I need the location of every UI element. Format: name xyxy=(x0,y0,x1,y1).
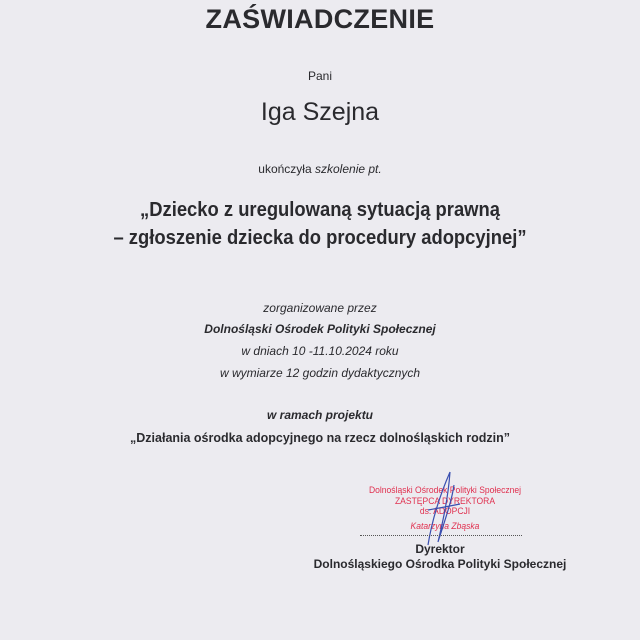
organized-by-label: zorganizowane przez xyxy=(263,301,377,315)
organizer: Dolnośląski Ośrodek Polityki Społecznej xyxy=(204,322,436,336)
stamp-department: ds. ADOPCJI xyxy=(419,506,471,517)
handwritten-signature xyxy=(420,470,470,550)
stamp-position: ZASTĘPCA DYREKTORA xyxy=(394,496,496,507)
signatory-role: Dyrektor xyxy=(415,542,465,556)
training-title-line2: – zgłoszenie dziecka do procedury adopcyjnej” xyxy=(113,227,527,249)
training-title-line1: „Dziecko z uregulowaną sytuacją prawną xyxy=(140,199,500,221)
training-label: szkolenie pt. xyxy=(315,162,382,176)
stamp-institution: Dolnośląski Ośrodek Polityki Społecznej xyxy=(368,485,522,496)
project-name: „Działania ośrodka adopcyjnego na rzecz dolnośląskich rodzin” xyxy=(130,431,510,445)
training-hours: w wymiarze 12 godzin dydaktycznych xyxy=(219,366,421,380)
signature-line xyxy=(360,535,522,536)
signatory-institution: Dolnośląskiego Ośrodka Polityki Społecznej xyxy=(313,557,567,571)
training-dates: w dniach 10 -11.10.2024 roku xyxy=(241,344,399,358)
project-label: w ramach projektu xyxy=(266,408,374,422)
salutation: Pani xyxy=(307,69,333,83)
completed-word: ukończyła xyxy=(258,162,312,176)
completion-text xyxy=(0,162,640,176)
document-title: ZAŚWIADCZENIE xyxy=(205,4,435,34)
recipient-name: Iga Szejna xyxy=(260,98,380,126)
stamp-name: Katarzyna Zbąska xyxy=(410,521,480,532)
